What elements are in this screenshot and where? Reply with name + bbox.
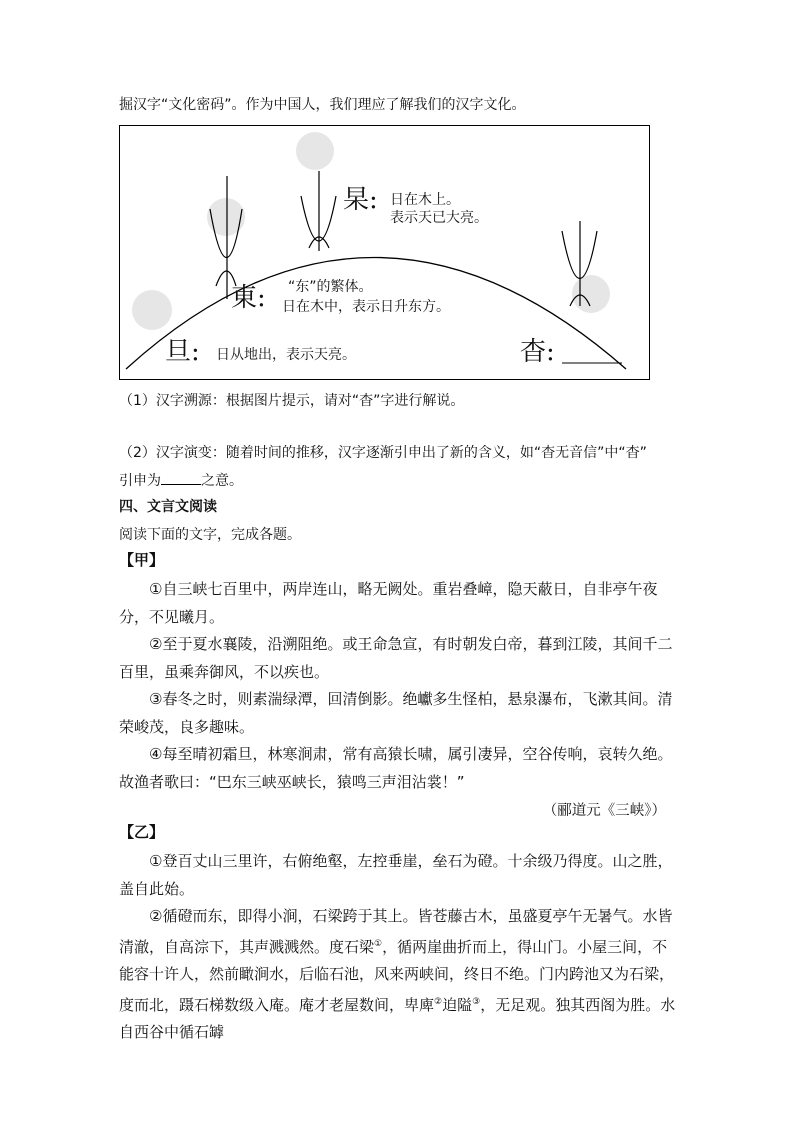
dong-line2: 日在木中，表示日升东方。 <box>282 299 450 315</box>
gao-line2: 表示天已大亮。 <box>390 210 488 226</box>
jia-source: （郦道元《三峡》） <box>542 803 666 819</box>
jia-paragraph-1: ①自三峡七百里中，两岸连山，略无阙处。重岩叠嶂，隐天蔽日，自非亭午夜分，不见曦月。 <box>119 580 658 626</box>
section-title: 四、文言文阅读 <box>119 499 217 515</box>
jia-label: 【甲】 <box>119 551 165 569</box>
tree-icon <box>301 171 336 251</box>
dong-character: 東: <box>231 283 266 313</box>
note-marker: ③ <box>472 996 481 1007</box>
note-marker: ② <box>434 996 443 1007</box>
dan-text: 日从地出，表示天亮。 <box>216 347 356 363</box>
question-1: （1）汉字溯源：根据图片提示，请对“杳”字进行解说。 <box>119 393 465 409</box>
jia-paragraph-2: ②至于夏水襄陵，沿溯阻绝。或王命急宣，有时朝发白帝，暮到江陵，其间千二百里，虽乘奔御风，不以疾也。 <box>119 635 673 681</box>
sun-circle <box>296 132 334 170</box>
dan-character: 旦: <box>165 337 200 367</box>
tree-icon <box>210 176 242 299</box>
sun-circle <box>132 290 172 330</box>
question-2-line2: 引申为 之意。 <box>119 473 243 489</box>
gao-line1: 日在木上。 <box>390 192 460 208</box>
yi-paragraph-1: ①登百丈山三里许，右俯绝壑，左控垂崖，垒石为磴。十余级乃得度。山之胜，盖自此始。 <box>119 852 673 898</box>
instruction: 阅读下面的文字，完成各题。 <box>119 527 301 543</box>
intro-line: 掘汉字“文化密码”。作为中国人，我们理应了解我们的汉字文化。 <box>119 97 526 113</box>
gao-character: 杲: <box>343 185 378 215</box>
jia-paragraph-3: ③春冬之时，则素湍绿潭，回清倒影。绝巘多生怪柏，悬泉瀑布，飞漱其间。清荣峻茂，良多趣味。 <box>119 690 673 736</box>
sun-circle <box>572 275 610 313</box>
yi-label: 【乙】 <box>119 823 165 841</box>
hanzi-figure <box>119 125 650 380</box>
yi-paragraph-2: ②循磴而东，即得小涧，石梁跨于其上。皆苍藤古木，虽盛夏亭午无暑气。水皆清澈，自高淙下，其声溅溅然。度石梁①，循两崖曲折而上，得山门。小屋三间，不能容十许人，然前瞰涧水，后临石池，风来两峡间，终日不绝。门内跨池又为石梁，度而北，蹑石梯数级入庵。庵才老屋数间，卑庳②迫隘③，无足观。独其西阁为胜。水自西谷中循石罅 <box>119 907 676 1042</box>
jia-paragraph-4: ④每至晴初霜旦，林寒涧肃，常有高猿长啸，属引凄异，空谷传响，哀转久绝。故渔者歌曰：“巴东三峡巫峡长，猿鸣三声泪沾裳！” <box>119 745 673 791</box>
sun-circle <box>207 198 245 236</box>
question-2-line1: （2）汉字演变：随着时间的推移，汉字逐渐引申出了新的含义，如“杳无音信”中“杳” <box>119 445 647 461</box>
note-marker: ① <box>374 938 383 949</box>
dong-line1: “东”的繁体。 <box>288 279 373 295</box>
answer-blank[interactable] <box>161 484 201 485</box>
yao-character: 杳: <box>520 337 555 367</box>
